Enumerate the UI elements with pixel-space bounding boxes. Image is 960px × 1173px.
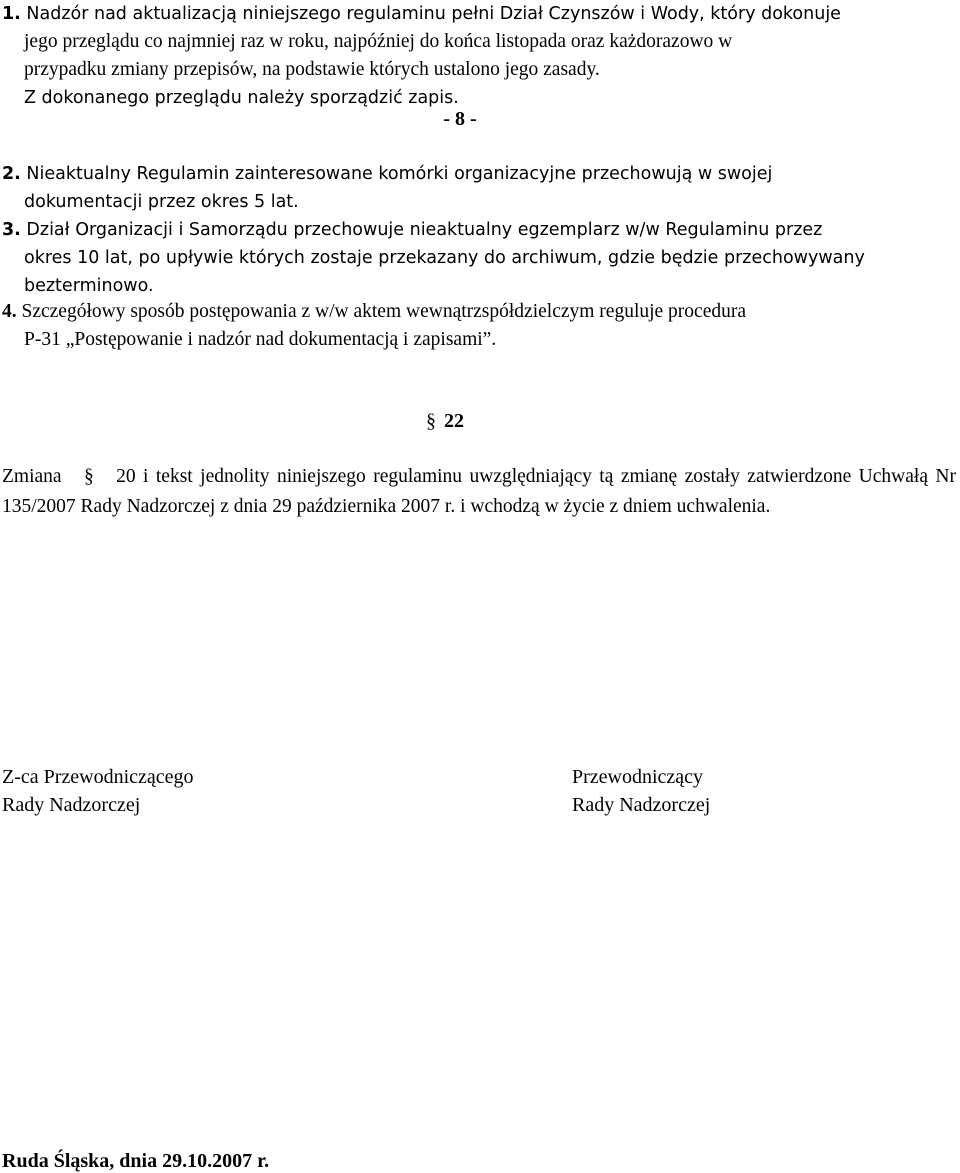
item-4-line-1 <box>2 298 956 326</box>
item-3-line-3: bezterminowo. <box>24 276 154 296</box>
paragraph-item-4 <box>2 298 956 354</box>
item-1-text-1: Nadzór nad aktualizacją niniejszego regulaminu pełni Dział Czynszów i Wody, który dokonuje <box>26 4 841 24</box>
page-number <box>0 105 960 133</box>
section-number: 22 <box>444 410 464 432</box>
amendment-section-sign: § <box>83 466 94 487</box>
item-2-line-1 <box>2 160 956 188</box>
item-2-number: 2. <box>2 164 21 184</box>
amendment-text-after: 20 i tekst jednolity niniejszego regulaminu uwzględniający tą zmianę zostały zatwierdzone Uchwałą Nr 135/2007 Rady Nadzorczej z dnia 29 października 2007 r. i wchodzą w życie z dniem uchwalenia. <box>2 466 957 517</box>
amendment-text-before: Zmiana <box>2 466 62 487</box>
section-heading <box>0 407 960 435</box>
signature-block-left <box>2 763 194 819</box>
item-4-line-2: P-31 „Postępowanie i nadzór nad dokumentacją i zapisami”. <box>24 329 497 350</box>
item-1-line-2: jego przeglądu co najmniej raz w roku, najpóźniej do końca listopada oraz każdorazowo w <box>24 31 733 52</box>
item-4-text-1: Szczegółowy sposób postępowania z w/w aktem wewnątrzspółdzielczym reguluje procedura <box>21 301 747 322</box>
item-4-number: 4. <box>2 301 17 322</box>
signature-left-title: Z-ca Przewodniczącego <box>2 766 194 788</box>
section-sign: § <box>426 410 436 432</box>
paragraph-item-1 <box>2 0 956 112</box>
place-and-date: Ruda Śląska, dnia 29.10.2007 r. <box>2 1150 270 1172</box>
section-heading-wrap <box>426 410 464 432</box>
item-3-line-1 <box>2 216 956 244</box>
item-2-line-2: dokumentacji przez okres 5 lat. <box>24 192 299 212</box>
page-number-text: - 8 - <box>443 108 477 130</box>
item-3-line-2: okres 10 lat, po upływie których zostaje przekazany do archiwum, gdzie będzie przechowywany <box>24 248 865 268</box>
item-1-line-1 <box>2 0 956 28</box>
item-3-text-1: Dział Organizacji i Samorządu przechowuje nieaktualny egzemplarz w/w Regulaminu przez <box>26 220 823 240</box>
paragraph-item-2 <box>2 160 956 216</box>
signature-right-title: Przewodniczący <box>572 766 704 788</box>
paragraph-item-3 <box>2 216 956 300</box>
signature-right-body: Rady Nadzorczej <box>572 794 711 816</box>
amendment-paragraph <box>2 462 956 522</box>
signature-left-body: Rady Nadzorczej <box>2 794 141 816</box>
item-1-line-4: Z dokonanego przeglądu należy sporządzić zapis. <box>24 88 459 108</box>
item-1-number: 1. <box>2 4 21 24</box>
item-1-line-3: przypadku zmiany przepisów, na podstawie których ustalono jego zasady. <box>24 59 600 80</box>
signature-block-right <box>572 763 710 819</box>
item-3-number: 3. <box>2 220 21 240</box>
item-2-text-1: Nieaktualny Regulamin zainteresowane komórki organizacyjne przechowują w swojej <box>26 164 773 184</box>
